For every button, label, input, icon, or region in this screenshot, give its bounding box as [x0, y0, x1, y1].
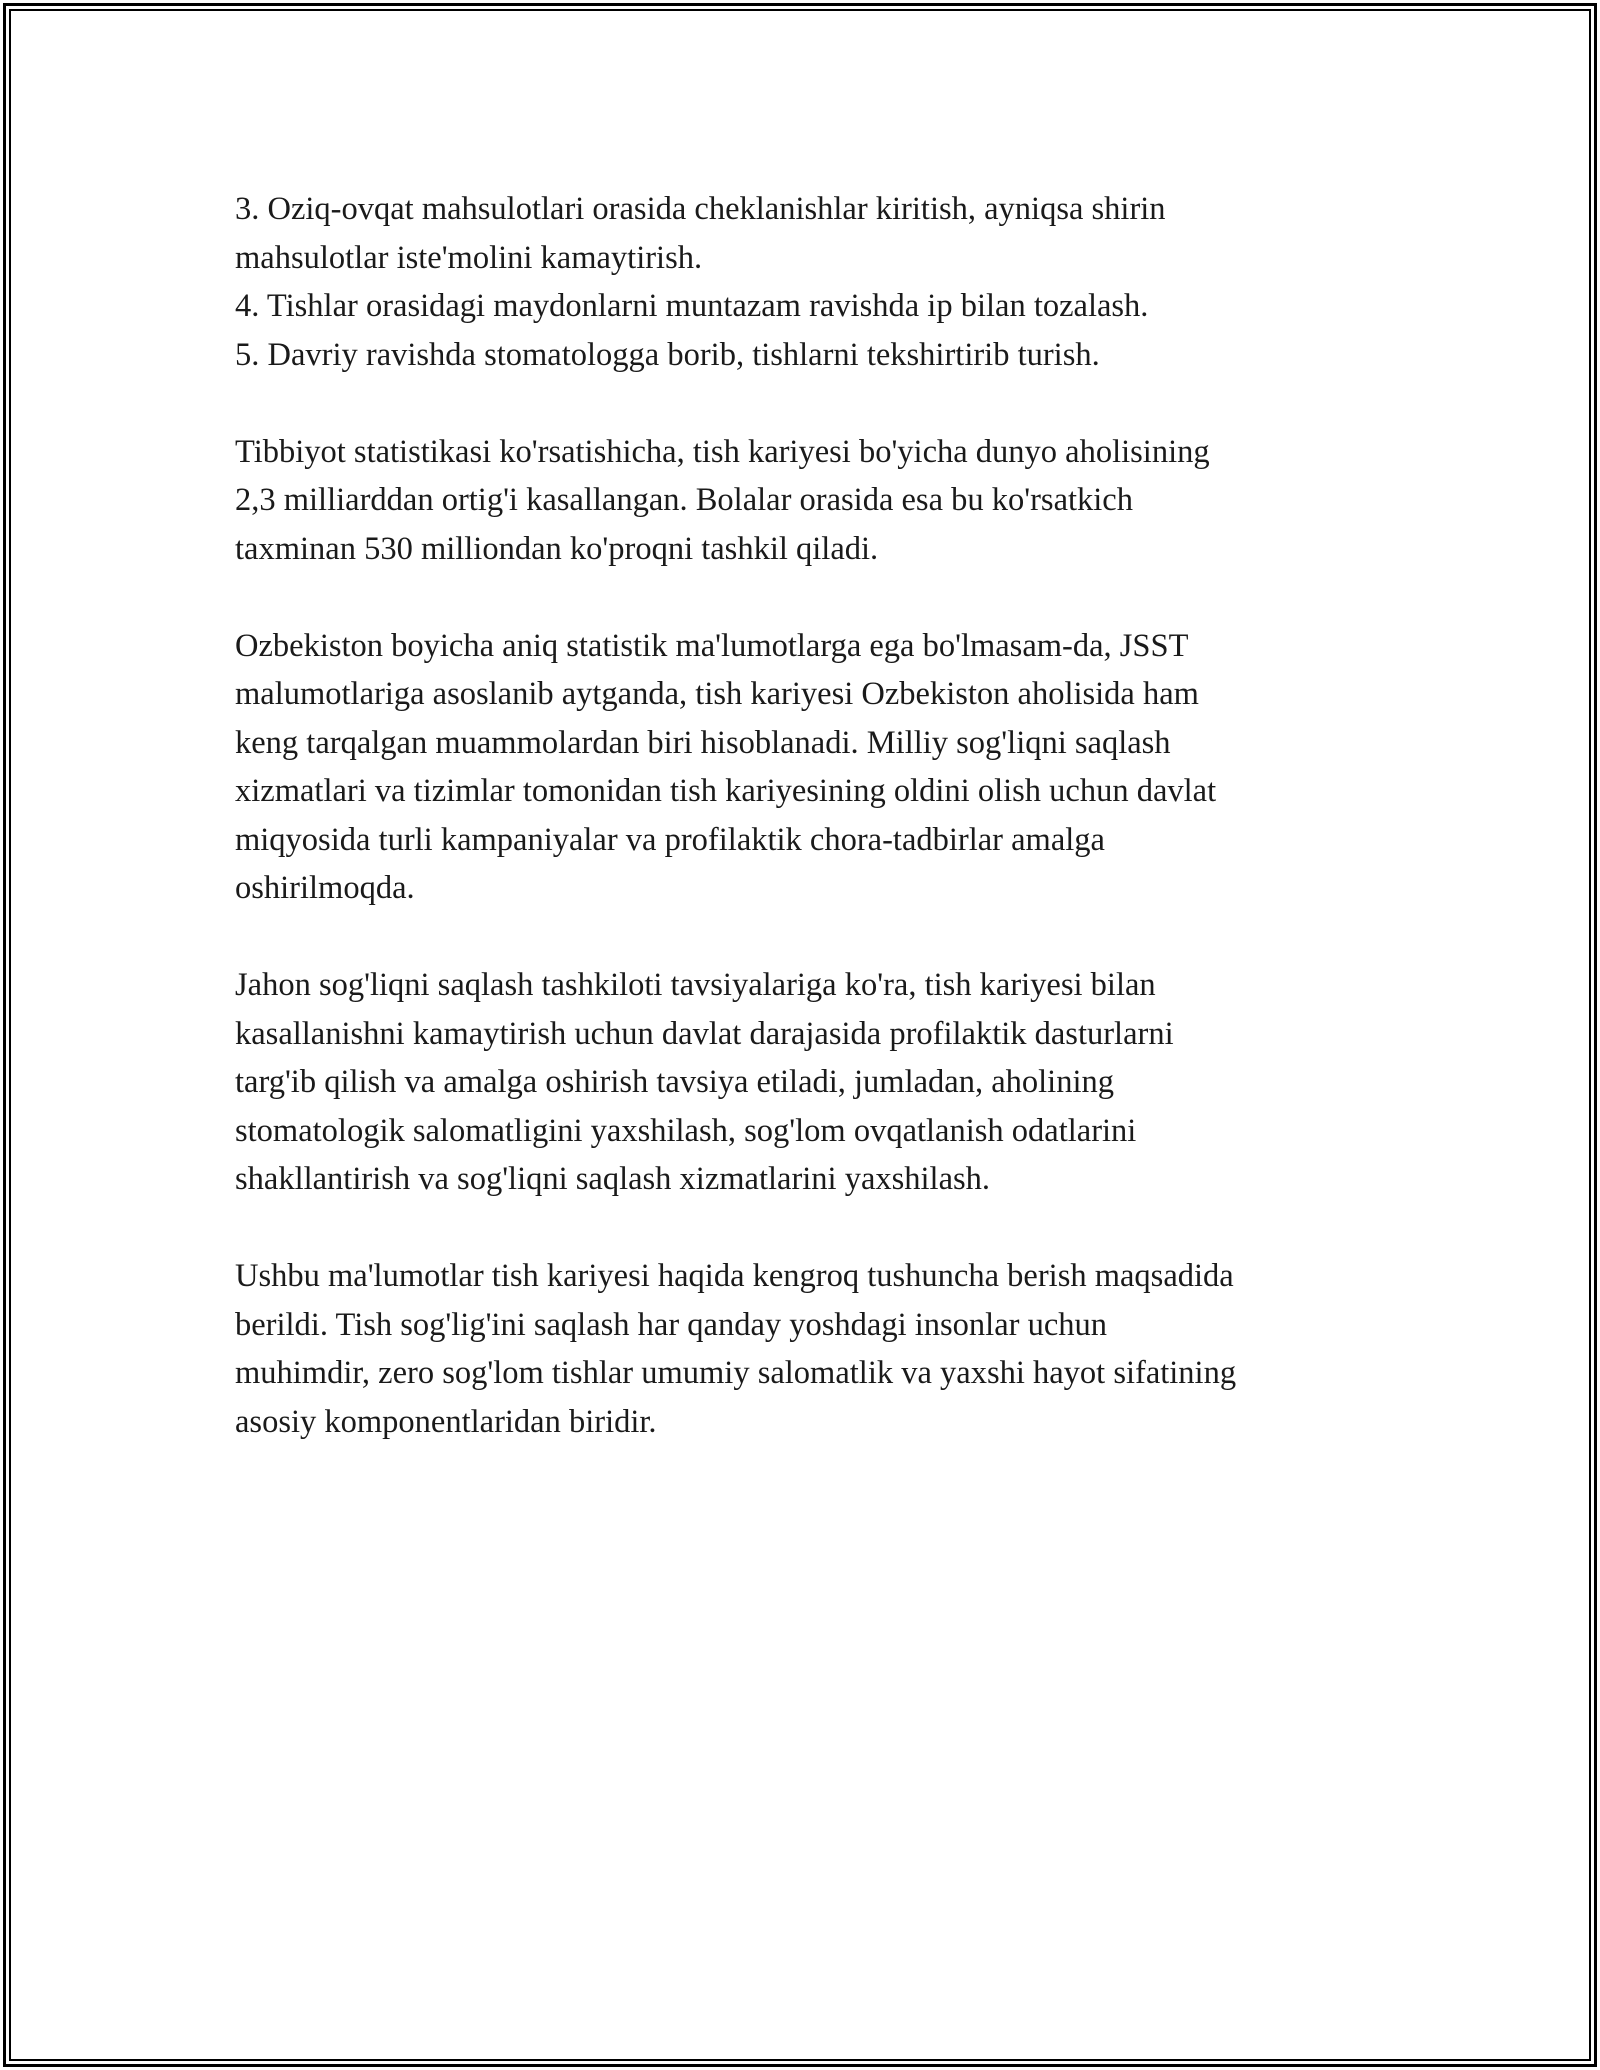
numbered-list — [235, 185, 1385, 379]
list-item-3: 3. Oziq-ovqat mahsulotlari orasida cheklanishlar kiritish, ayniqsa shirin — [235, 191, 1166, 227]
paragraph-line: Jahon sog'liqni saqlash tashkiloti tavsiyalariga ko'ra, tish kariyesi bilan — [235, 967, 1156, 1003]
paragraph-line: keng tarqalgan muammolardan biri hisoblanadi. Milliy sog'liqni saqlash — [235, 724, 1171, 761]
paragraph-line: asosiy komponentlaridan biridir. — [235, 1403, 657, 1440]
paragraph-line: Tibbiyot statistikasi ko'rsatishicha, tish kariyesi bo'yicha dunyo aholisining — [235, 433, 1210, 470]
paragraph-uzbekistan — [235, 622, 1385, 913]
list-item-5: 5. Davriy ravishda stomatologga borib, tishlarni tekshirtirib turish. — [235, 336, 1100, 373]
paragraph-line: shakllantirish va sog'liqni saqlash xizmatlarini yaxshilash. — [235, 1161, 991, 1197]
list-item-3-continued: mahsulotlar iste'molini kamaytirish. — [235, 239, 703, 276]
paragraph-line: malumotlariga asoslanib aytganda, tish kariyesi Ozbekiston aholisida ham — [235, 676, 1199, 712]
paragraph-line: Ozbekiston boyicha aniq statistik ma'lumotlarga ega bo'lmasam-da, JSST — [235, 627, 1189, 664]
paragraph-who-recommendations — [235, 961, 1385, 1204]
paragraph-line: targ'ib qilish va amalga oshirish tavsiya etiladi, jumladan, aholining — [235, 1064, 1114, 1100]
paragraph-line: kasallanishni kamaytirish uchun davlat darajasida profilaktik dasturlarni — [235, 1015, 1174, 1052]
paragraph-line: stomatologik salomatligini yaxshilash, sog'lom ovqatlanish odatlarini — [235, 1112, 1137, 1149]
list-item-4: 4. Tishlar orasidagi maydonlarni muntazam ravishda ip bilan tozalash. — [235, 288, 1149, 324]
paragraph-spacer — [235, 913, 1385, 962]
document-body — [235, 185, 1385, 1446]
paragraph-line: 2,3 milliarddan ortig'i kasallangan. Bolalar orasida esa bu ko'rsatkich — [235, 482, 1133, 518]
paragraph-spacer — [235, 379, 1385, 428]
paragraph-line: oshirilmoqda. — [235, 870, 415, 906]
paragraph-conclusion — [235, 1252, 1385, 1446]
paragraph-line: Ushbu ma'lumotlar tish kariyesi haqida kengroq tushuncha berish maqsadida — [235, 1258, 1234, 1294]
paragraph-line: berildi. Tish sog'lig'ini saqlash har qanday yoshdagi insonlar uchun — [235, 1306, 1107, 1343]
paragraph-spacer — [235, 573, 1385, 622]
paragraph-line: miqyosida turli kampaniyalar va profilaktik chora-tadbirlar amalga — [235, 821, 1105, 858]
paragraph-line: xizmatlari va tizimlar tomonidan tish kariyesining oldini olish uchun davlat — [235, 773, 1217, 809]
paragraph-spacer — [235, 1204, 1385, 1253]
paragraph-statistics — [235, 428, 1385, 574]
paragraph-line: muhimdir, zero sog'lom tishlar umumiy salomatlik va yaxshi hayot sifatining — [235, 1355, 1237, 1391]
paragraph-line: taxminan 530 milliondan ko'proqni tashkil qiladi. — [235, 530, 879, 567]
